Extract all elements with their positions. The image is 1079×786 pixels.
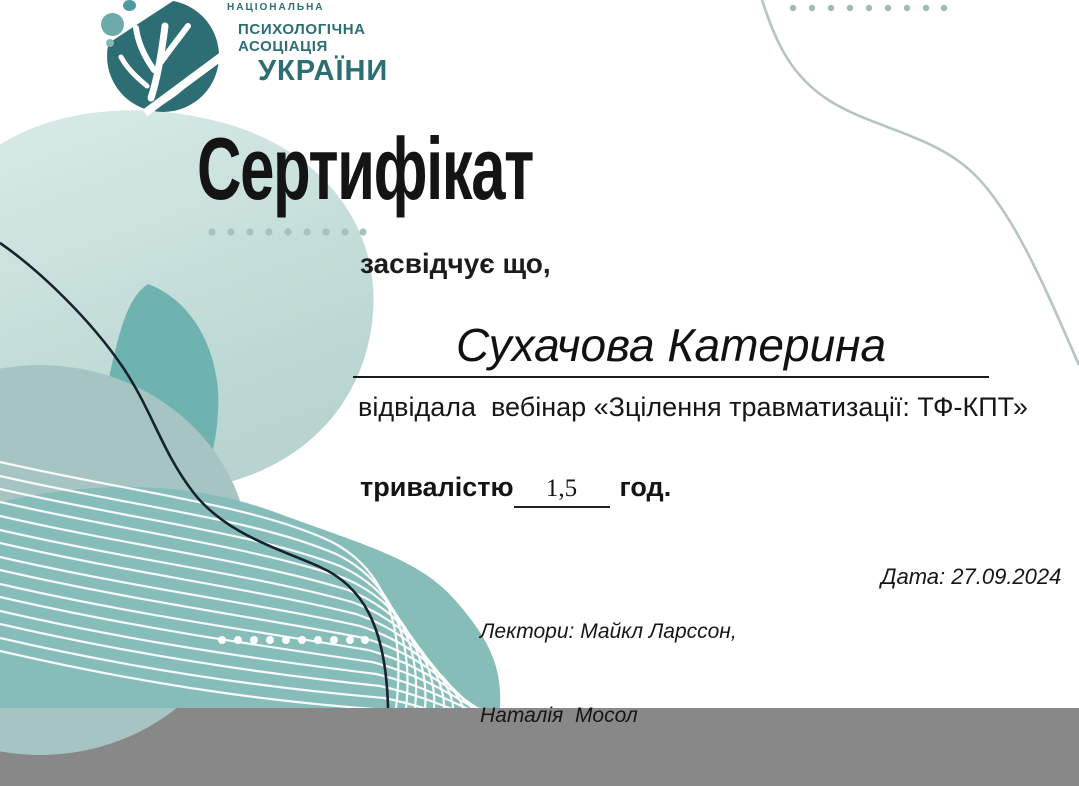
duration-label: тривалістю	[360, 472, 514, 502]
recipient-name-field	[353, 318, 989, 378]
org-name-line4: УКРАЇНИ	[258, 55, 389, 87]
duration-value: 1,5	[514, 475, 610, 508]
lecturers-block	[480, 562, 737, 786]
corner-dots	[790, 5, 947, 11]
org-name-line1: НАЦІОНАЛЬНА	[227, 2, 325, 13]
org-name-line3: АСОЦІАЦІЯ	[238, 38, 328, 55]
logo-dot-large	[101, 13, 124, 36]
lecturers-line1: Лектори: Майкл Ларссон,	[480, 620, 737, 643]
gray-curve-line	[762, 0, 1079, 365]
intro-text: засвідчує що,	[360, 248, 551, 279]
recipient-name: Сухачова Катерина	[455, 319, 887, 371]
duration-row	[360, 472, 671, 508]
lecturers-line2: Наталія Мосол	[480, 704, 638, 727]
certificate-title: Сертифікат	[197, 119, 533, 218]
date-text: Дата: 27.09.2024	[881, 564, 1062, 589]
org-name-line2: ПСИХОЛОГІЧНА	[238, 21, 366, 38]
event-text: відвідала вебінар «Зцілення травматизації: ТФ-КПТ»	[358, 392, 1028, 422]
duration-unit: год.	[619, 472, 672, 502]
blob-bottom-teal	[0, 487, 500, 708]
title-dots	[208, 228, 366, 235]
logo-dot-tiny	[106, 39, 114, 47]
logo-dot-small	[123, 0, 136, 11]
